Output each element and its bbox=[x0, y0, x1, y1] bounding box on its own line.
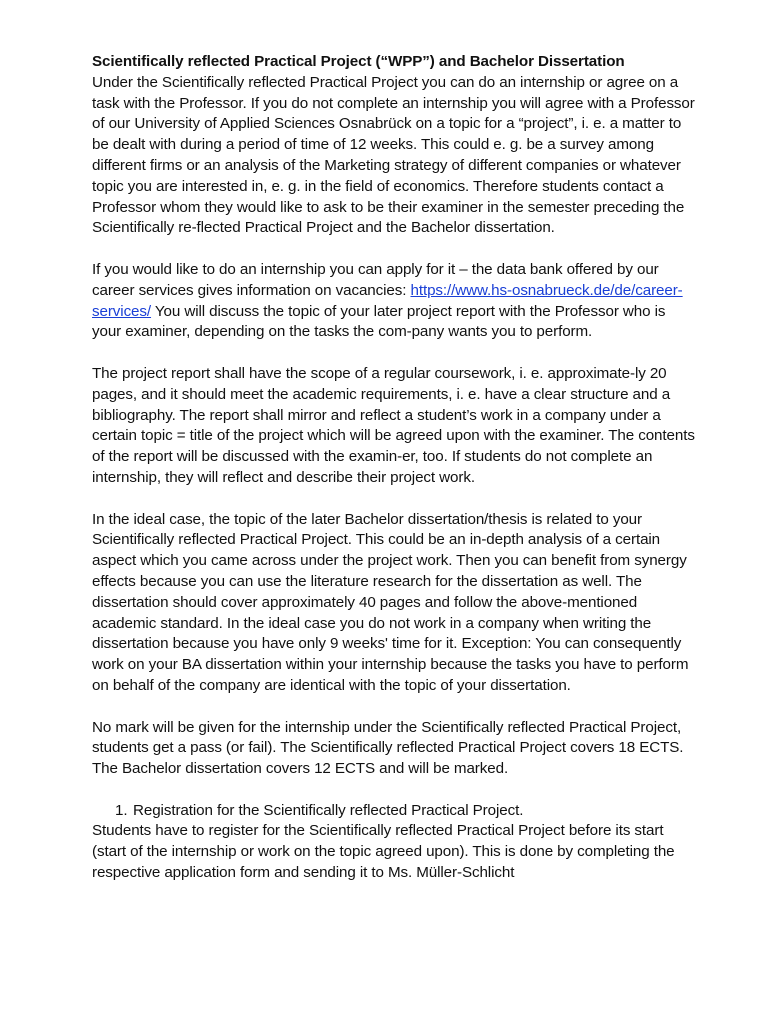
internship-text-before-link: If you would like to do an internship you can apply for it – the data bank offered by our career services gives information on vacancies: bbox=[92, 260, 659, 299]
career-services-link[interactable]: https://www.hs-osnabrueck.de/de/career-services/ bbox=[92, 281, 683, 320]
marks-paragraph: No mark will be given for the internship under the Scientifically reflected Practical Project, students get a pass (or fail). The Scientifically reflected Practical Project covers 18 ECTS. The Bachelor dissertation covers 12 ECTS and will be marked. bbox=[92, 718, 684, 778]
document-heading: Scientifically reflected Practical Project (“WPP”) and Bachelor Dissertation bbox=[92, 53, 625, 70]
internship-text-after-link: You will discuss the topic of your later project report with the Professor who is your examiner, depending on the tasks the com-pany wants you to perform. bbox=[92, 302, 666, 341]
intro-paragraph: Under the Scientifically reflected Practical Project you can do an internship or agree on a task with the Professor. If you do not complete an internship you will agree with a Professor of our University of Applied Sciences Osnabrück on a topic for a “project”, i. e. a matter to be dealt with during a period of time of 12 weeks. This could e. g. be a survey among different firms or an analysis of the Marketing strategy of different companies or whatever topic you are interested in, e. g. in the field of economics. Therefore students contact a Professor whom they would like to ask to be their examiner in the semester preceding the Scientifically re-flected Practical Project and the Bachelor dissertation. bbox=[92, 73, 695, 237]
list-item-number: 1. bbox=[115, 801, 128, 819]
internship-paragraph bbox=[92, 260, 696, 343]
list-item bbox=[92, 801, 696, 822]
registration-paragraph: Students have to register for the Scientifically reflected Practical Project before its start (start of the internship or work on the topic agreed upon). This is done by completing the respective application form and sending it to Ms. Müller-Schlicht bbox=[92, 822, 675, 882]
dissertation-paragraph: In the ideal case, the topic of the later Bachelor dissertation/thesis is related to your Scientifically reflected Practical Project. This could be an in-depth analysis of a certain aspect which you came across under the project work. Then you can benefit from synergy effects because you can use the literature research for the dissertation as well. The dissertation should cover approximately 40 pages and follow the above-mentioned academic standard. In the ideal case you do not work in a company when writing the dissertation because you have only 9 weeks' time for it. Exception: You can consequently work on your BA dissertation within your internship because the tasks you have to perform on behalf of the company are identical with the topic of your dissertation. bbox=[92, 510, 689, 694]
document-page bbox=[92, 52, 696, 884]
list-item-text: Registration for the Scientifically reflected Practical Project. bbox=[133, 801, 524, 819]
project-report-paragraph: The project report shall have the scope of a regular coursework, i. e. approximate-ly 20 pages, and it should meet the academic requirements, i. e. have a clear structure and a bibliography. The report shall mirror and reflect a student’s work in a company under a certain topic = title of the project which will be agreed upon with the examiner. The contents of the report will be discussed with the examin-er, too. If students do not complete an internship, they will reflect and describe their project work. bbox=[92, 364, 695, 486]
